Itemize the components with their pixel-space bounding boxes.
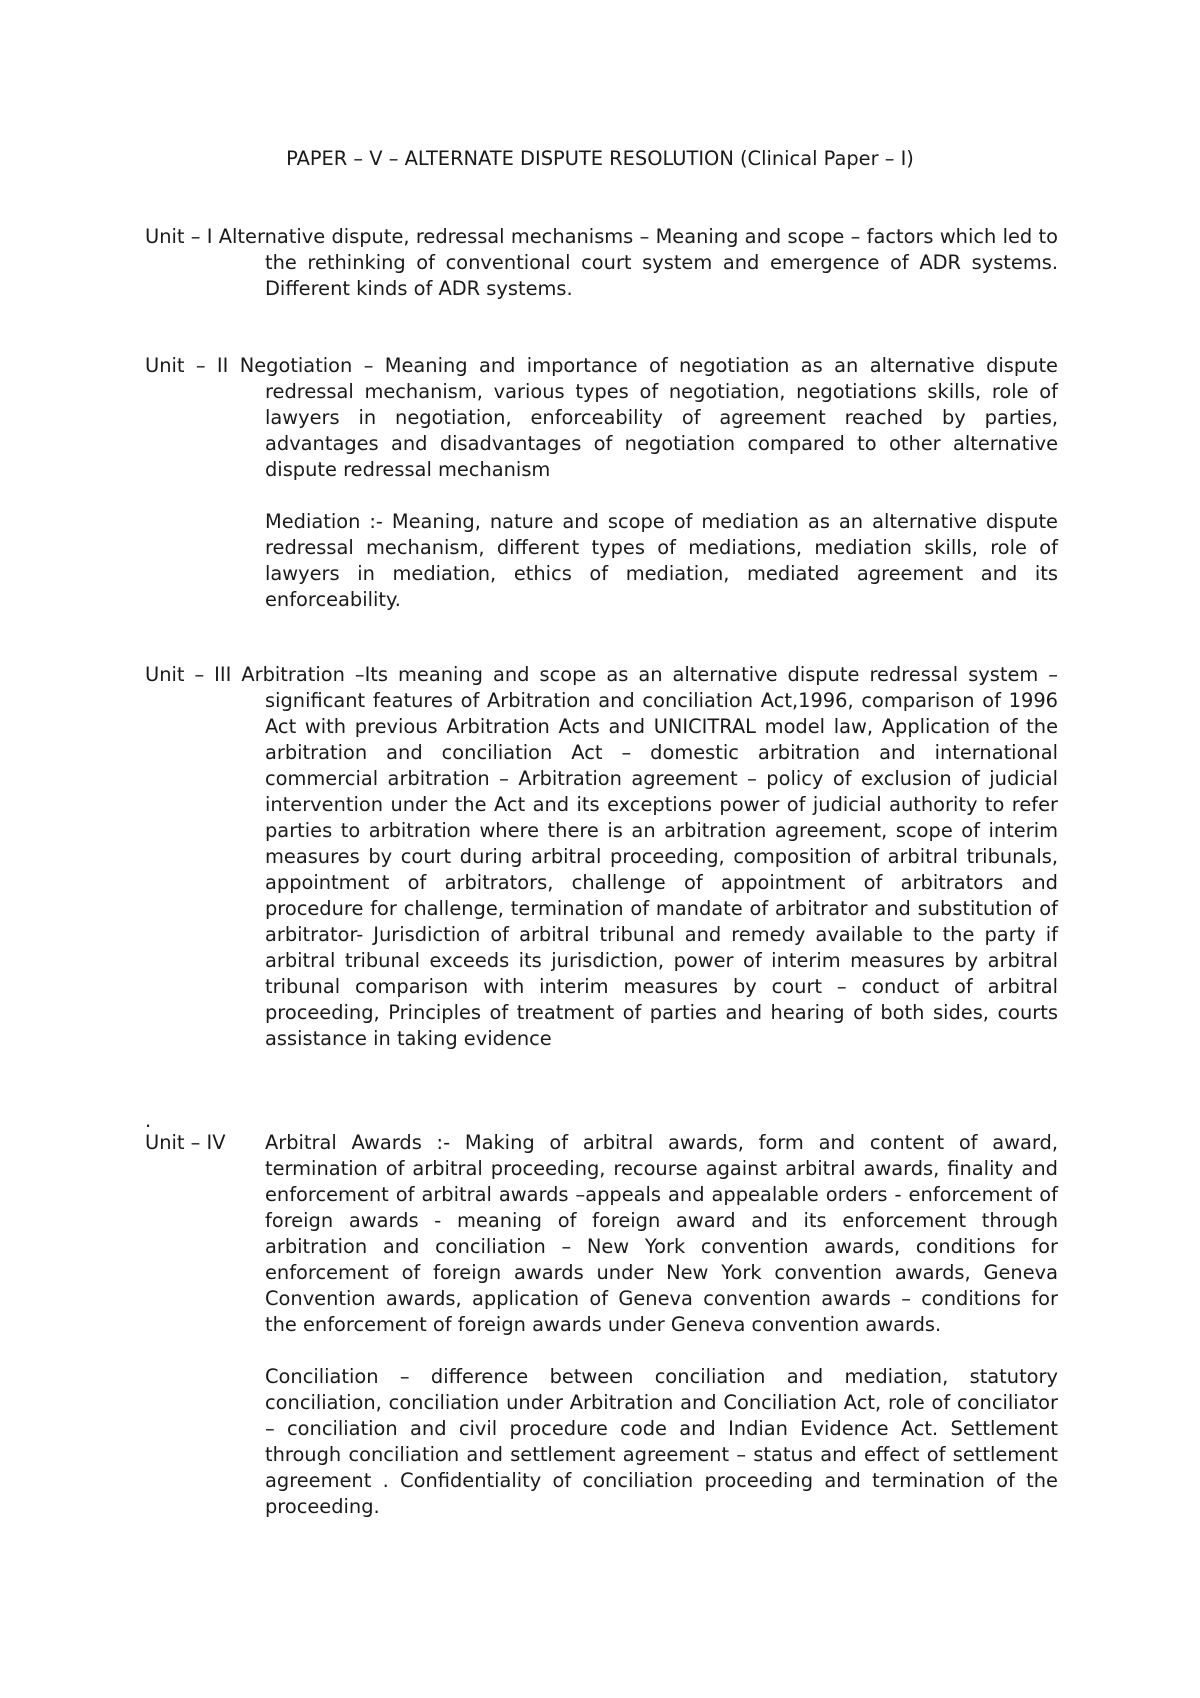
unit-1 <box>145 224 1058 302</box>
unit-2-mediation-text: Mediation :- Meaning, nature and scope of mediation as an alternative dispute redressal mechanism, different types of mediations, mediation skills, role of lawyers in mediation, ethics of mediation, mediated agreement and its enforceability. <box>265 510 1058 611</box>
unit-2 <box>145 353 1058 632</box>
unit-4-text: Arbitral Awards :- Making of arbitral awards, form and content of award, termination of arbitral proceeding, recourse against arbitral awards, finality and enforcement of arbitral awards –appeals and appealable orders - enforcement of foreign awards - meaning of foreign award and its enforcement through arbitration and conciliation – New York convention awards, conditions for enforcement of foreign awards under New York convention awards, Geneva Convention awards, application of Geneva convention awards – conditions for the enforcement of foreign awards under Geneva convention awards. <box>265 1131 1058 1336</box>
unit-2-text: Unit – II Negotiation – Meaning and importance of negotiation as an alternative dispute redressal mechanism, various types of negotiation, negotiations skills, role of lawyers in negotiation, enforceability of agreement reached by parties, advantages and disadvantages of negotiation compared to other alternative dispute redressal mechanism <box>145 354 1058 481</box>
unit-1-text: Unit – I Alternative dispute, redressal mechanisms – Meaning and scope – factors which led to the rethinking of conventional court system and emergence of ADR systems. Different kinds of ADR systems. <box>145 225 1058 300</box>
unit-4 <box>145 1130 1058 1539</box>
page-title: PAPER – V – ALTERNATE DISPUTE RESOLUTION (Clinical Paper – I) <box>286 147 914 170</box>
unit-4-label: Unit – IV <box>145 1131 226 1154</box>
unit-3-text: Unit – III Arbitration –Its meaning and scope as an alternative dispute redressal system – significant features of Arbitration and conciliation Act,1996, comparison of 1996 Act with previous Arbitration Acts and UNICITRAL model law, Application of the arbitration and conciliation Act – domestic arbitration and international commercial arbitration – Arbitration agreement – policy of exclusion of judicial intervention under the Act and its exceptions power of judicial authority to refer parties to arbitration where there is an arbitration agreement, scope of interim measures by court during arbitral proceeding, composition of arbitral tribunals, appointment of arbitrators, challenge of appointment of arbitrators and procedure for challenge, termination of mandate of arbitrator and substitution of arbitrator- Jurisdiction of arbitral tribunal and remedy available to the party if arbitral tribunal exceeds its jurisdiction, power of interim measures by arbitral tribunal comparison with interim measures by court – conduct of arbitral proceeding, Principles of treatment of parties and hearing of both sides, courts assistance in taking evidence <box>145 663 1058 1050</box>
separator-dot: . <box>145 1109 152 1132</box>
unit-4-conciliation-text: Conciliation – difference between conciliation and mediation, statutory conciliation, conciliation under Arbitration and Conciliation Act, role of conciliator – conciliation and civil procedure code and Indian Evidence Act. Settlement through conciliation and settlement agreement – status and effect of settlement agreement . Confidentiality of conciliation proceeding and termination of the proceeding. <box>265 1365 1058 1518</box>
unit-3 <box>145 662 1058 1052</box>
